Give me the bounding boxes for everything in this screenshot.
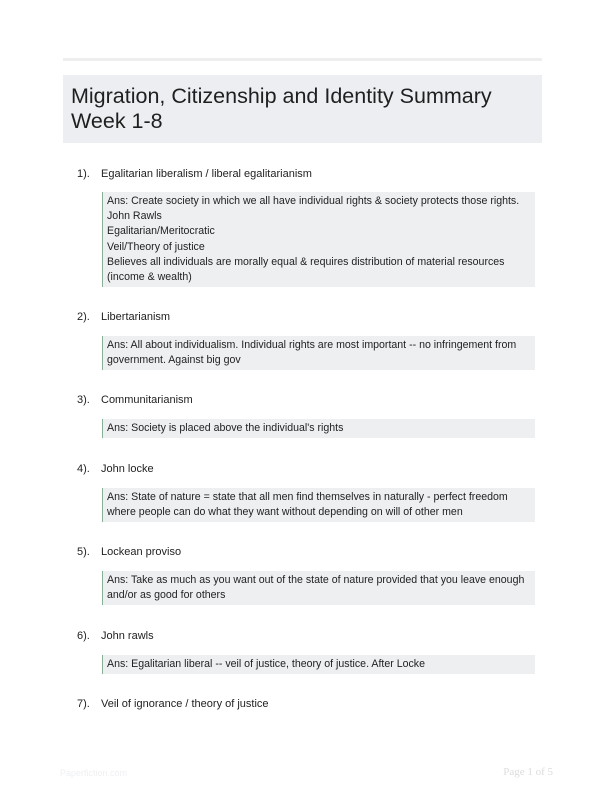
answer-box <box>102 571 535 605</box>
answer-line: Ans: All about individualism. Individual rights are most important -- no infringement from <box>107 339 517 351</box>
answer-line: Egalitarian/Meritocratic <box>107 225 215 238</box>
answer-line: Ans: State of nature = state that all men find themselves in naturally - perfect freedom <box>107 491 508 503</box>
question-text: Veil of ignorance / theory of justice <box>101 698 269 710</box>
answer-line: John Rawls <box>107 210 162 223</box>
question-number: 6). <box>77 630 90 642</box>
question-text: Lockean proviso <box>101 546 182 558</box>
question-number: 2). <box>77 311 90 323</box>
answer-line: where people can do what they want without depending on will of other men <box>107 506 463 519</box>
answer-box <box>102 488 535 522</box>
answer-line: Ans: Society is placed above the individual's rights <box>107 422 344 434</box>
page-number: Page 1 of 5 <box>503 766 553 778</box>
question-number: 1). <box>77 168 90 180</box>
answer-line: Believes all individuals are morally equal & requires distribution of material resources <box>107 255 505 268</box>
question-number: 7). <box>77 698 90 710</box>
answer-box <box>102 192 535 287</box>
answer-box <box>102 336 535 370</box>
document-title-line-1: Migration, Citizenship and Identity Summary <box>71 84 492 108</box>
answer-box <box>102 419 535 438</box>
question-number: 3). <box>77 394 90 406</box>
question-number: 5). <box>77 546 90 558</box>
answer-line: and/or as good for others <box>107 589 226 602</box>
answer-line: government. Against big gov <box>107 354 241 367</box>
answer-line: Veil/Theory of justice <box>107 240 205 253</box>
answer-line: Ans: Egalitarian liberal -- veil of justice, theory of justice. After Locke <box>107 658 425 670</box>
question-text: Libertarianism <box>101 311 171 323</box>
question-text: Communitarianism <box>101 394 193 406</box>
answer-line: Ans: Take as much as you want out of the state of nature provided that you leave enough <box>107 574 525 586</box>
answer-line: (income & wealth) <box>107 271 192 284</box>
question-text: John locke <box>101 463 154 475</box>
question-text: Egalitarian liberalism / liberal egalitarianism <box>101 168 312 180</box>
question-text: John rawls <box>101 630 154 642</box>
question-number: 4). <box>77 463 90 475</box>
document-title-line-2: Week 1-8 <box>71 109 163 133</box>
answer-box <box>102 655 535 674</box>
footer-watermark: Paperfiction.com <box>60 768 128 778</box>
answer-line: Ans: Create society in which we all have individual rights & society protects those rights. <box>107 195 520 207</box>
top-divider <box>63 58 542 61</box>
document-title-block <box>63 75 542 143</box>
